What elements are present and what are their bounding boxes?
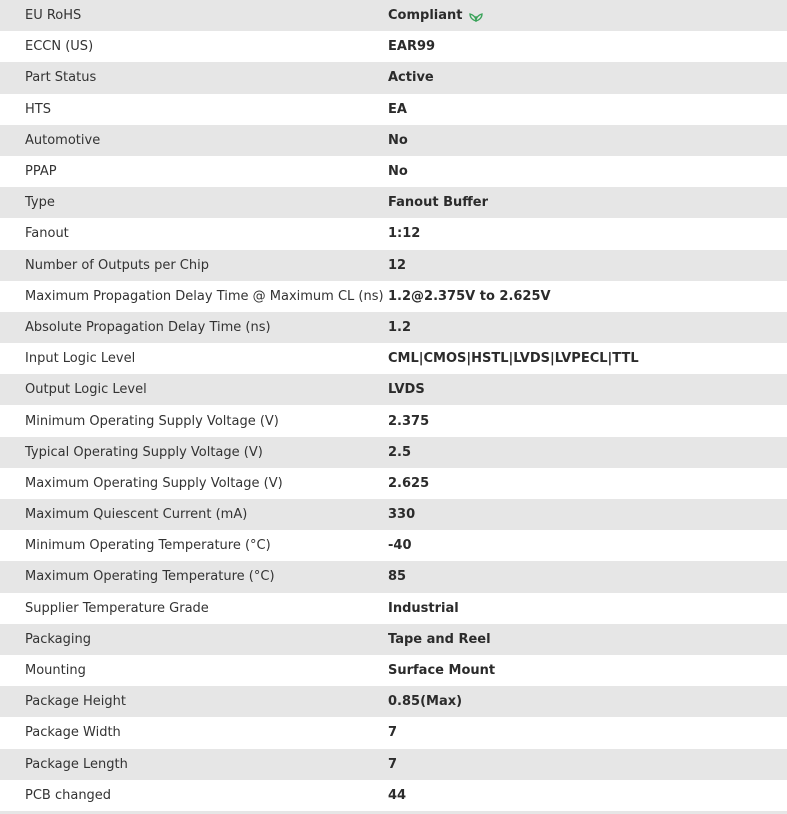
spec-value: Active bbox=[388, 70, 434, 86]
spec-label: Number of Outputs per Chip bbox=[25, 257, 209, 273]
spec-label: Input Logic Level bbox=[25, 351, 136, 367]
spec-label: Minimum Operating Temperature (°C) bbox=[25, 538, 271, 554]
spec-label: ECCN (US) bbox=[25, 39, 94, 55]
spec-value: 2.625 bbox=[388, 475, 430, 491]
spec-value: 85 bbox=[388, 569, 407, 585]
spec-row-mounting bbox=[0, 655, 787, 686]
spec-value: No bbox=[388, 132, 408, 148]
spec-label: Minimum Operating Supply Voltage (V) bbox=[25, 413, 279, 429]
spec-row-absolute-propagation-delay bbox=[0, 312, 787, 343]
spec-value: Industrial bbox=[388, 600, 459, 616]
spec-value: EAR99 bbox=[388, 39, 436, 55]
spec-label: PCB changed bbox=[25, 787, 112, 803]
spec-value: 7 bbox=[388, 756, 398, 772]
spec-value: LVDS bbox=[388, 382, 425, 398]
spec-label: Package Width bbox=[25, 725, 121, 741]
spec-value: 1.2 bbox=[388, 319, 412, 335]
spec-value: 12 bbox=[388, 257, 407, 273]
spec-label: Maximum Quiescent Current (mA) bbox=[25, 507, 248, 523]
spec-row-type bbox=[0, 187, 787, 218]
spec-row-ppap bbox=[0, 156, 787, 187]
spec-value: 1.2@2.375V to 2.625V bbox=[388, 288, 551, 304]
spec-value: Compliant bbox=[388, 8, 463, 24]
spec-row-max-operating-temp bbox=[0, 561, 787, 592]
spec-row-typ-supply-voltage bbox=[0, 437, 787, 468]
spec-value-wrapper bbox=[388, 8, 787, 23]
spec-label: Type bbox=[25, 195, 55, 211]
spec-value: 0.85(Max) bbox=[388, 694, 463, 710]
spec-row-eu-rohs bbox=[0, 0, 787, 31]
spec-label: Output Logic Level bbox=[25, 382, 147, 398]
spec-label: Package Height bbox=[25, 694, 126, 710]
spec-label: Maximum Operating Supply Voltage (V) bbox=[25, 475, 283, 491]
spec-row-hts bbox=[0, 94, 787, 125]
spec-value: EA bbox=[388, 101, 407, 117]
spec-value: 2.5 bbox=[388, 444, 412, 460]
spec-value: 330 bbox=[388, 507, 416, 523]
spec-label: Packaging bbox=[25, 631, 91, 647]
spec-row-eccn bbox=[0, 31, 787, 62]
spec-value: 7 bbox=[388, 725, 398, 741]
spec-label: EU RoHS bbox=[25, 8, 82, 24]
spec-value: 44 bbox=[388, 787, 407, 803]
spec-value: -40 bbox=[388, 538, 412, 554]
spec-label: Supplier Temperature Grade bbox=[25, 600, 209, 616]
spec-label: Maximum Propagation Delay Time @ Maximum CL (ns) bbox=[25, 288, 384, 304]
spec-row-outputs-per-chip bbox=[0, 250, 787, 281]
spec-label: Automotive bbox=[25, 132, 101, 148]
spec-value: 2.375 bbox=[388, 413, 430, 429]
spec-label: Fanout bbox=[25, 226, 69, 242]
spec-label: Maximum Operating Temperature (°C) bbox=[25, 569, 275, 585]
spec-value: Surface Mount bbox=[388, 663, 496, 679]
spec-row-automotive bbox=[0, 125, 787, 156]
spec-row-output-logic-level bbox=[0, 374, 787, 405]
spec-label: Typical Operating Supply Voltage (V) bbox=[25, 444, 263, 460]
spec-label: PPAP bbox=[25, 164, 57, 180]
spec-row-package-length bbox=[0, 749, 787, 780]
spec-label: Part Status bbox=[25, 70, 97, 86]
spec-row-pcb-changed bbox=[0, 780, 787, 811]
spec-row-min-operating-temp bbox=[0, 530, 787, 561]
spec-row-part-status bbox=[0, 62, 787, 93]
spec-row-max-quiescent-current bbox=[0, 499, 787, 530]
spec-row-fanout bbox=[0, 218, 787, 249]
spec-row-min-supply-voltage bbox=[0, 405, 787, 436]
spec-value: No bbox=[388, 164, 408, 180]
spec-row-packaging bbox=[0, 624, 787, 655]
spec-row-max-supply-voltage bbox=[0, 468, 787, 499]
spec-value: Tape and Reel bbox=[388, 631, 491, 647]
spec-label: Mounting bbox=[25, 663, 86, 679]
spec-value: Fanout Buffer bbox=[388, 195, 488, 211]
spec-label: Absolute Propagation Delay Time (ns) bbox=[25, 319, 271, 335]
spec-value: 1:12 bbox=[388, 226, 421, 242]
spec-value: CML|CMOS|HSTL|LVDS|LVPECL|TTL bbox=[388, 351, 639, 367]
spec-row-package-height bbox=[0, 686, 787, 717]
table-bottom-divider bbox=[0, 811, 787, 814]
spec-row-package-width bbox=[0, 717, 787, 748]
spec-row-input-logic-level bbox=[0, 343, 787, 374]
spec-row-max-propagation-delay bbox=[0, 281, 787, 312]
leaf-icon bbox=[469, 10, 483, 22]
spec-label: HTS bbox=[25, 101, 51, 117]
spec-label: Package Length bbox=[25, 756, 128, 772]
spec-row-temperature-grade bbox=[0, 593, 787, 624]
